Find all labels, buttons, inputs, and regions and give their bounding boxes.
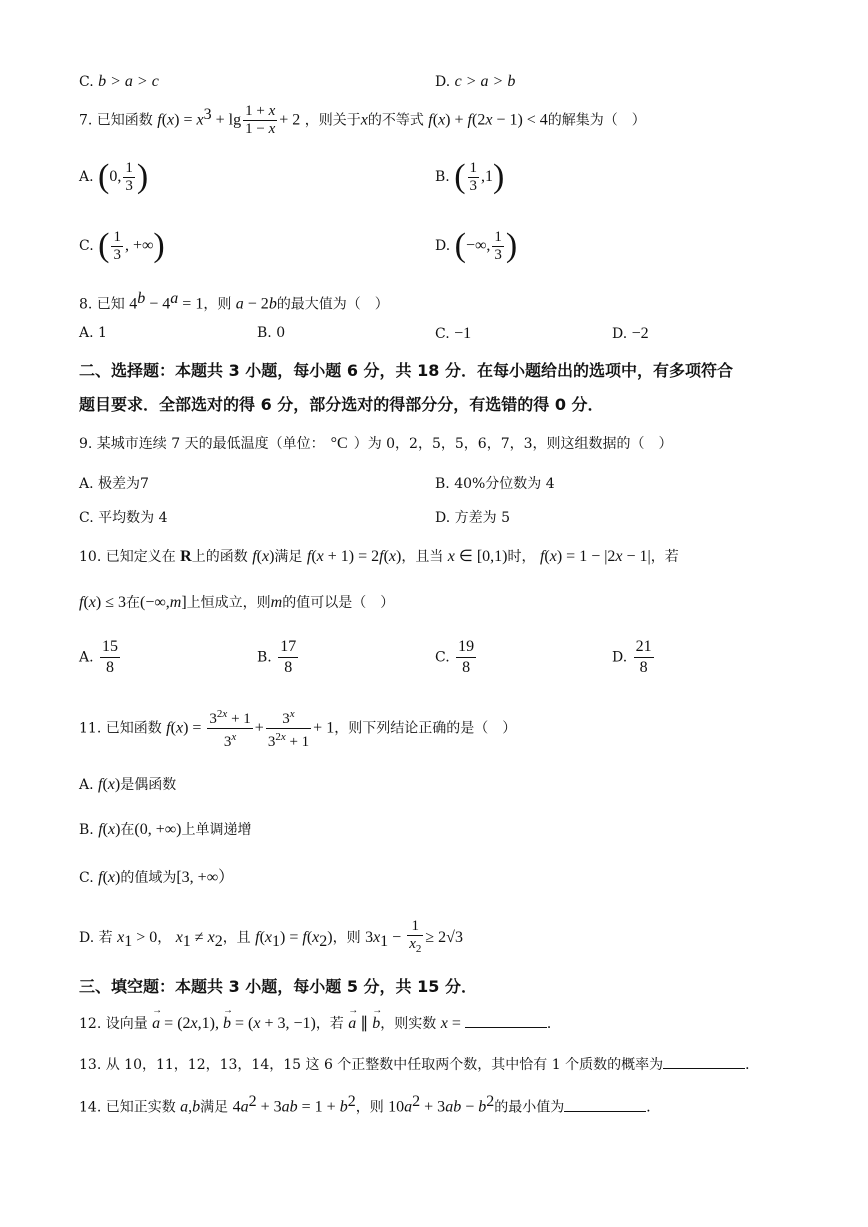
q8-option-b [257, 325, 285, 341]
q12-stem-mid: ，若 [315, 1016, 344, 1032]
q10-stem-b: 满足 [274, 549, 303, 565]
q9-option-a: A. 极差为7 [79, 476, 149, 492]
q9-stem [79, 433, 673, 453]
q10-real-set: R [180, 548, 192, 565]
q11-option-c: C. f(x)的值域为[3, +∞） [79, 869, 235, 886]
option-label: C. [79, 870, 94, 886]
q14-stem-pre: 14. 已知正实数 [79, 1099, 176, 1116]
q7-stem-mid: ，则关于 [304, 112, 361, 129]
fraction: $\frac{15}{8}$ [102, 638, 119, 676]
option-math: c > a > b [454, 73, 516, 90]
q6-option-d [435, 73, 515, 91]
q11-option-d: D. 若 $x_1 > 0$， $x_1 \ne x_2$，且 $f(x_1) = f(x_2)$，则 $3x_1$ − $\frac{1}{x_2}$ ≥ 2√3 [79, 918, 463, 958]
fraction: $\frac{3^x}{3^{2x} + 1}$ [267, 708, 310, 750]
fraction: $\frac{21}{8}$ [635, 638, 652, 676]
q14-end: ． [646, 1099, 661, 1116]
q10-line2-a: 在 [126, 595, 140, 611]
q10-option-b [257, 637, 300, 678]
q9-stem-post: ）为 0，2，5，5，6，7，3，则这组数据的（ ） [353, 436, 673, 452]
option-label: C. [435, 326, 450, 342]
option-label: D. [435, 74, 451, 90]
q7-option-b: B. ( $\frac{1}{3}$ ,1) [435, 158, 505, 195]
option-label: D. [435, 238, 451, 254]
q12-end: ． [546, 1016, 561, 1032]
q7-option-d: D. (−∞, $\frac{1}{3}$ ) [435, 227, 518, 264]
q8-option-d [612, 325, 649, 343]
fraction: $\frac{17}{8}$ [280, 638, 297, 676]
option-label: B. [79, 822, 94, 838]
q10-stem-d: 时， [507, 549, 536, 565]
answer-blank[interactable] [465, 1013, 547, 1028]
q7-stem: 7. 已知函数 $f(x) = x^3 + \lg$ $\frac{1 + x}{1 - x}$ + 2 ，则关于x的不等式 f(x) + f(2x − 1) < 4的解集为（ ） [79, 103, 646, 137]
q8-stem-pre: 8. 已知 [79, 296, 125, 313]
option-label: C. [79, 238, 94, 254]
option-math: −1 [454, 325, 472, 342]
q13-stem [79, 1054, 759, 1074]
q10-option-d [612, 637, 656, 678]
q8-stem-post: 的最大值为（ ） [276, 296, 389, 313]
answer-blank[interactable] [663, 1054, 745, 1069]
option-label: A. [79, 169, 94, 185]
q12-stem-post: ，则实数 [380, 1016, 437, 1032]
q10-option-c [435, 637, 478, 678]
option-text: 是偶函数 [120, 777, 177, 793]
option-math: b > a > c [98, 73, 159, 90]
q9-option-d: D. 方差为 5 [435, 510, 510, 526]
option-label: D. [612, 326, 628, 342]
q14-stem: 14. 已知正实数 a,b满足 $4a^2 + 3ab = 1 + b^2$，则 $10a^2 + 3ab - b^2$的最小值为 ． [79, 1093, 661, 1116]
q7-option-c: C. ( $\frac{1}{3}$ , +∞) [79, 227, 165, 264]
q11-stem-pre: 11. 已知函数 [79, 720, 162, 737]
q11-option-a: A. f(x)是偶函数 [79, 776, 177, 793]
q14-stem-mid: 满足 [200, 1099, 229, 1116]
q7-formula: f [157, 111, 162, 129]
q9-option-b: B. 40%分位数为 4 [435, 476, 555, 492]
fraction: $\frac{1 + x}{1 - x}$ [245, 103, 276, 137]
section-2-heading-cont: 题目要求．全部选对的得 6 分，部分选对的得部分分，有选错的得 0 分． [79, 395, 604, 414]
option-text-b: 上单调递增 [181, 822, 252, 838]
q12-stem: 12. 设向量 → a = (2x,1), → b = (x + 3, −1)，若 → a ∥ → b，则实数 x = ． [79, 1013, 561, 1033]
section-3-heading: 三、填空题：本题共 3 小题，每小题 5 分，共 15 分． [79, 977, 477, 996]
fraction: $\frac{3^{2x} + 1}{3^x}$ [209, 708, 251, 750]
q7-stem-pre: 7. 已知函数 [79, 112, 153, 129]
section-2-heading: 二、选择题：本题共 3 小题，每小题 6 分，共 18 分．在每小题给出的选项中，有多项符合 [79, 361, 733, 380]
option-text-c: ，则 [332, 930, 361, 946]
q10-stem-e: ，若 [650, 549, 679, 565]
q13-end: ． [745, 1057, 760, 1073]
q7-option-a: A. (0, $\frac{1}{3}$ ) [79, 158, 149, 195]
q14-stem-post: 的最小值为 [494, 1099, 565, 1116]
q10-stem-line2: f(x) ≤ 3在(−∞,m]上恒成立，则m的值可以是（ ） [79, 594, 395, 611]
option-label: D. 若 [79, 930, 113, 946]
q8-option-a [79, 325, 107, 341]
q11-stem: 11. 已知函数 f(x) = $\frac{3^{2x} + 1}{3^x}$ + $\frac{3^x}{3^{2x} + 1}$ + 1，则下列结论正确的是（ ） [79, 708, 517, 750]
option-label: A. 1 [79, 325, 107, 341]
option-text-a: ， [157, 930, 172, 946]
option-text-b: ，且 [222, 930, 251, 946]
answer-blank[interactable] [564, 1097, 646, 1112]
q7-stem-mid2: 的不等式 [367, 112, 424, 129]
q10-line2-b: 上恒成立，则 [186, 595, 271, 611]
q10-stem-c: ，且当 [401, 549, 444, 565]
q10-stem-a: 上的函数 [191, 549, 248, 565]
q10-option-a [79, 637, 122, 678]
q13-stem-text: 13. 从 10，11，12，13，14，15 这 6 个正整数中任取两个数，其中恰有 1 个质数的概率为 [79, 1057, 664, 1073]
q8-stem: 8. 已知 $4^b - 4^a = 1$，则 a − 2b的最大值为（ ） [79, 290, 389, 313]
q8-option-c [435, 325, 471, 343]
q9-stem-pre: 9. 某城市连续 7 天的最低温度（单位： [79, 436, 325, 452]
q10-stem: 10. 已知定义在 R上的函数 f(x)满足 f(x + 1) = 2f(x)，且当 x ∈ [0,1)时， f(x) = 1 − |2x − 1|，若 [79, 548, 679, 565]
q12-stem-pre: 12. 设向量 [79, 1016, 148, 1032]
q10-line2-c: 的值可以是（ ） [282, 595, 395, 611]
option-label: B. [435, 169, 450, 185]
q7-stem-post: 的解集为（ ） [547, 112, 646, 129]
q11-option-b: B. f(x)在(0, +∞)上单调递增 [79, 821, 252, 838]
fraction: $\frac{19}{8}$ [458, 638, 475, 676]
option-label: B. 0 [257, 325, 286, 341]
fraction: $\frac{1}{x_2}$ [409, 918, 422, 955]
option-text: 的值域为 [120, 870, 177, 886]
q11-stem-post: ，则下列结论正确的是（ ） [334, 720, 517, 737]
option-label: A. [79, 777, 94, 793]
q10-stem-pre: 10. 已知定义在 [79, 549, 176, 565]
option-math: −2 [631, 325, 649, 342]
q14-stem-mid2: ，则 [355, 1099, 384, 1116]
q8-stem-mid: ，则 [203, 296, 232, 313]
option-text: 在 [120, 822, 135, 838]
option-label: A. [79, 649, 94, 666]
option-label: B. [257, 649, 272, 666]
option-label: C. [79, 74, 94, 90]
option-label: D. [612, 649, 628, 666]
q9-unit: °C [330, 435, 348, 452]
option-label: C. [435, 649, 450, 666]
q6-option-c [79, 73, 159, 91]
q9-option-c: C. 平均数为 4 [79, 510, 168, 526]
